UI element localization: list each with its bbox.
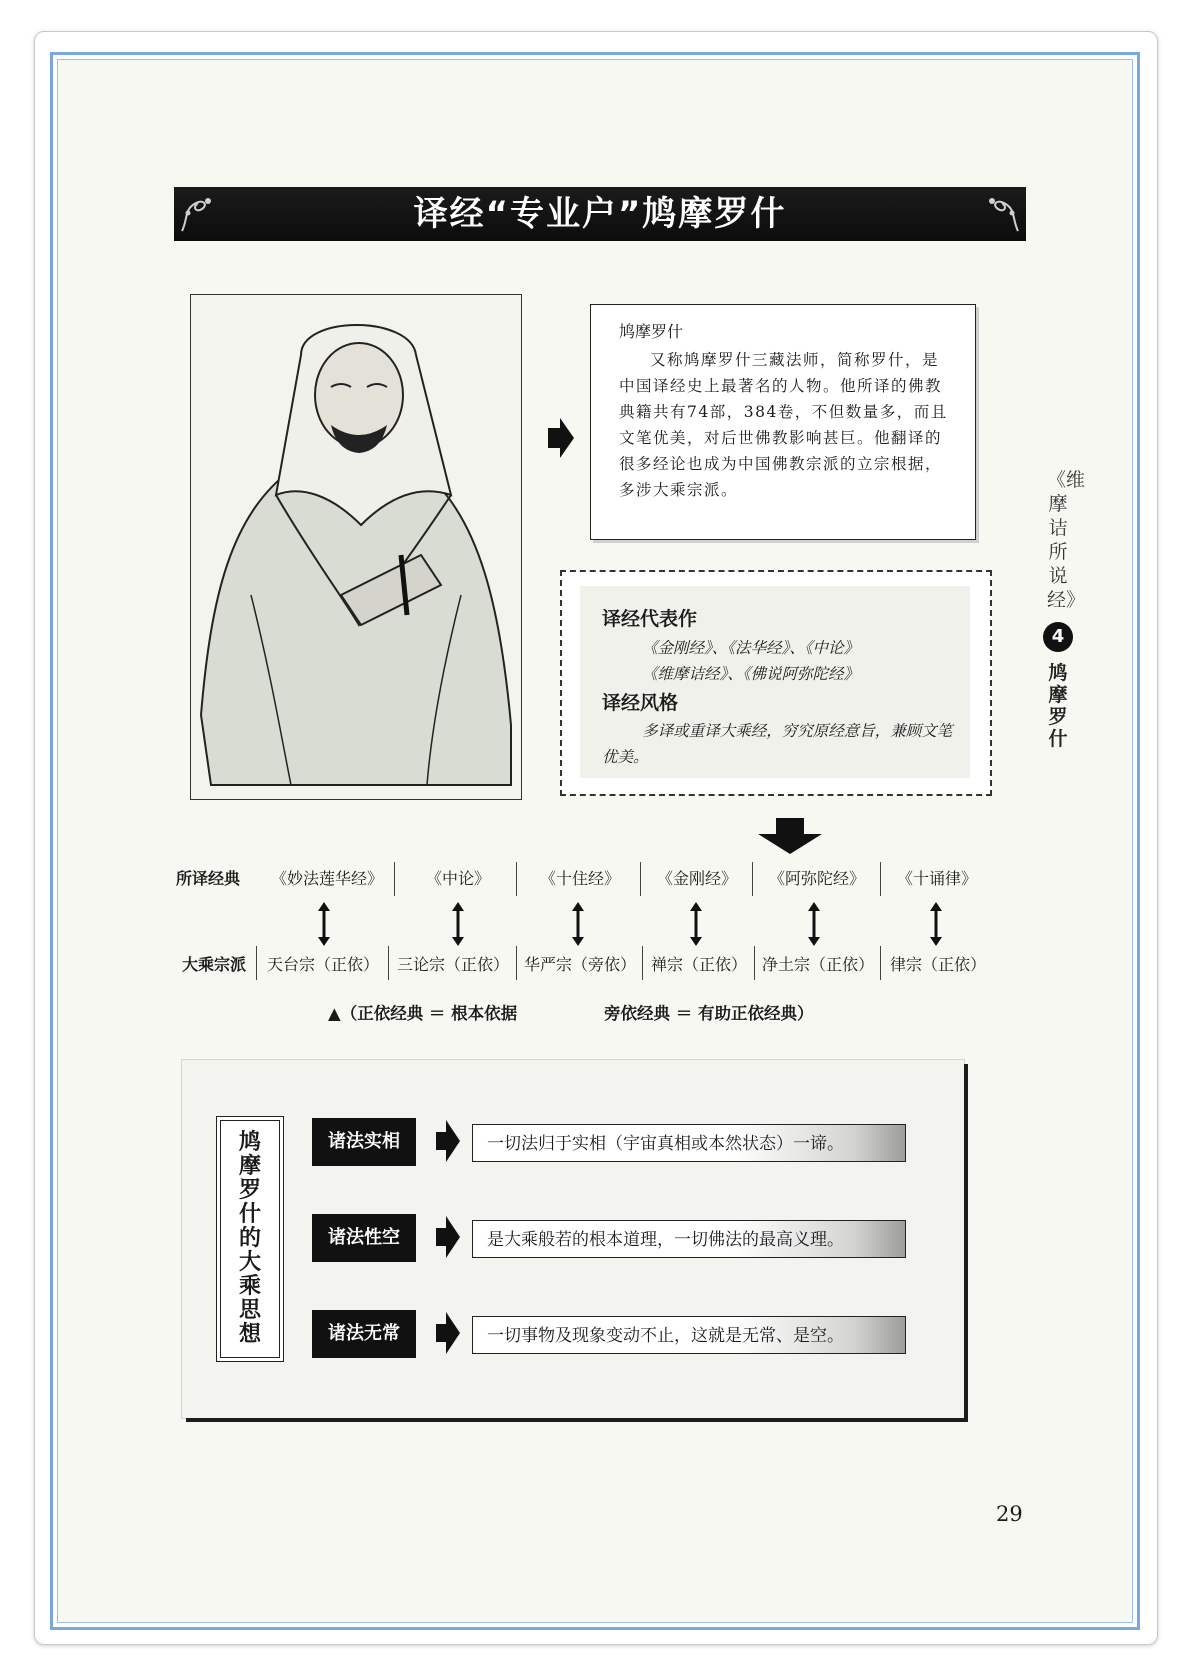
school-cell: 净土宗（正依） xyxy=(761,955,874,974)
school-cell: 华严宗（旁依） xyxy=(523,955,636,974)
column-divider xyxy=(752,862,753,896)
sutras-row-label: 所译经典 xyxy=(176,869,241,888)
double-arrow-icon xyxy=(318,902,330,946)
column-divider xyxy=(394,862,395,896)
double-arrow-icon xyxy=(690,902,702,946)
title-banner xyxy=(174,187,1026,241)
column-divider xyxy=(516,946,517,980)
school-cell: 律宗（正依） xyxy=(889,955,986,974)
thought-text: 是大乘般若的根本道理，一切佛法的最高义理。 xyxy=(472,1220,906,1258)
column-divider xyxy=(880,862,881,896)
rep-works-line-2: 《维摩诘经》、《佛说阿弥陀经》 xyxy=(642,665,860,683)
rep-heading: 译经代表作 xyxy=(602,608,698,630)
column-divider xyxy=(642,946,643,980)
kumarajiva-portrait xyxy=(190,294,522,800)
down-arrow-icon xyxy=(758,818,822,854)
right-arrow-icon xyxy=(436,1312,460,1354)
page-title: 译经“专业户”鸠摩罗什 xyxy=(413,194,787,234)
school-cell: 三论宗（正依） xyxy=(396,955,509,974)
right-arrow-icon xyxy=(436,1120,460,1162)
bio-text: 又称鸠摩罗什三藏法师，简称罗什，是中国译经史上最著名的人物。他所译的佛教典籍共有74部，384卷，不但数量多，而且文笔优美，对后世佛教影响甚巨。他翻译的很多经论也成为中国佛教宗派的立宗根据，多涉大乘宗派。 xyxy=(619,351,948,499)
style-heading: 译经风格 xyxy=(602,692,679,714)
double-arrow-icon xyxy=(930,902,942,946)
column-divider xyxy=(388,946,389,980)
sutra-cell: 《中论》 xyxy=(425,869,490,888)
thought-title-box xyxy=(216,1116,284,1362)
column-divider xyxy=(256,946,257,980)
school-cell: 天台宗（正依） xyxy=(266,955,379,974)
school-cell: 禅宗（正依） xyxy=(650,955,747,974)
vine-ornament-icon xyxy=(178,193,218,235)
book-title: 《维摩诘所说经》 xyxy=(1047,469,1086,611)
sutra-cell: 《阿弥陀经》 xyxy=(768,869,865,888)
chapter-number: 4 xyxy=(1043,622,1073,652)
column-divider xyxy=(880,946,881,980)
vine-ornament-icon xyxy=(982,193,1022,235)
column-divider xyxy=(516,862,517,896)
thought-text: 一切法归于实相（宇宙真相或本然状态）一谛。 xyxy=(472,1124,906,1162)
thought-text: 一切事物及现象变动不止，这就是无常、是空。 xyxy=(472,1316,906,1354)
representative-works-panel xyxy=(580,586,970,778)
style-text: 多译或重译大乘经，穷究原经意旨，兼顾文笔优美。 xyxy=(602,722,953,766)
rep-works-line-1: 《金刚经》、《法华经》、《中论》 xyxy=(642,639,860,657)
double-arrow-icon xyxy=(808,902,820,946)
sutra-cell: 《十诵律》 xyxy=(896,869,977,888)
bio-name: 鸠摩罗什 xyxy=(619,322,684,341)
column-divider xyxy=(754,946,755,980)
column-divider xyxy=(640,862,641,896)
chapter-side-tab xyxy=(1040,468,1086,750)
chapter-title: 鸠摩罗什 xyxy=(1048,662,1068,750)
thought-tag: 诸法性空 xyxy=(312,1214,416,1262)
biography-box xyxy=(590,304,976,540)
thought-tag: 诸法实相 xyxy=(312,1118,416,1166)
thought-tag: 诸法无常 xyxy=(312,1310,416,1358)
page-number: 29 xyxy=(996,1502,1023,1526)
legend-side: 旁依经典 ＝ 有助正依经典） xyxy=(604,1004,814,1023)
sutra-cell: 《十住经》 xyxy=(539,869,620,888)
thought-title: 鸠摩罗什的大乘思想 xyxy=(238,1130,261,1347)
legend-main: ▲（正依经典 ＝ 根本依据 xyxy=(328,1004,518,1023)
double-arrow-icon xyxy=(452,902,464,946)
sutra-cell: 《妙法莲华经》 xyxy=(270,869,383,888)
schools-row-label: 大乘宗派 xyxy=(182,955,247,974)
representative-works-box xyxy=(560,570,992,796)
right-arrow-icon xyxy=(436,1216,460,1258)
double-arrow-icon xyxy=(572,902,584,946)
sutra-cell: 《金刚经》 xyxy=(656,869,737,888)
right-arrow-icon xyxy=(548,418,574,458)
